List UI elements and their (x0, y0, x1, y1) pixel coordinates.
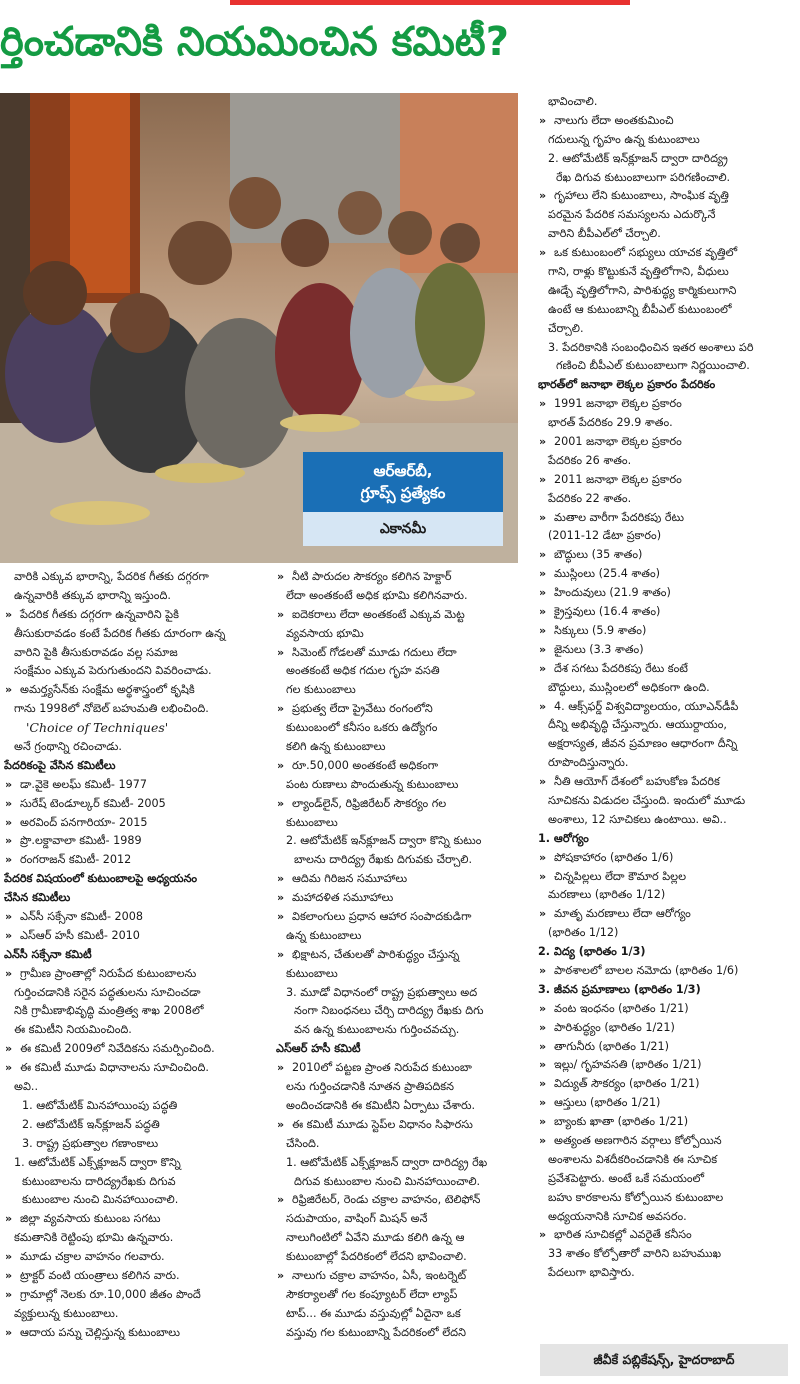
text-line: » ప్రభుత్వ లేదా ప్రైవేటు రంగంలోని (276, 700, 531, 719)
text-line: » అరవింద్ పనగారియా- 2015 (4, 814, 274, 833)
text-line: » ఐదెకరాలు లేదా అంతకంటే ఎక్కువ మెట్ట (276, 606, 531, 625)
text-line: » ఆస్తులు (భారితం 1/21) (538, 1094, 796, 1113)
text-line: » ఈ కమిటీ మూడు స్టెప్‌ల విధానం సిఫారసు (276, 1116, 531, 1135)
text-line: భారత్ పేదరికం 29.9 శాతం. (548, 416, 673, 430)
text-line: » వంట ఇంధనం (భారితం 1/21) (538, 1000, 796, 1019)
section-heading: పేదరిక విషయంలో కుటుంబాలపై అధ్యయనం (4, 872, 198, 886)
publisher-credit: జీవీకే పబ్లికేషన్స్, హైదరాబాద్ (540, 1344, 788, 1376)
text-line: » దేశ సగటు పేదరికపు రేటు కంటే (538, 660, 796, 679)
text-line: » అత్యంత అణగారిన వర్గాలు కోల్పోయిన (538, 1132, 796, 1151)
text-line: వారికి ఎక్కువ భారాన్ని, పేదరిక గీతకు దగ్గరగా (14, 570, 209, 583)
section-heading: ఎన్‌సీ సక్సేనా కమిటీ (4, 947, 92, 961)
text-line: చేసింది. (286, 1136, 320, 1150)
section-heading: 2. విద్య (భారితం 1/3) (538, 945, 646, 959)
text-line: ఉన్నవారికి తక్కువ భారాన్ని ఇస్తుంది. (14, 588, 171, 602)
section-heading: ఎస్‌ఆర్ హసీ కమిటీ (276, 1042, 361, 1056)
text-line: భావించాలి. (548, 95, 598, 108)
text-line: » ట్రాక్టర్ వంటి యంత్రాలు కలిగిన వారు. (4, 1267, 274, 1286)
text-line: » 2011 జనాభా లెక్కల ప్రకారం (538, 471, 796, 490)
text-line: » 2001 జనాభా లెక్కల ప్రకారం (538, 433, 796, 452)
text-line: » ఈ కమిటీ మూడు విధానాలను సూచించింది. (4, 1059, 274, 1078)
text-line: వస్తువు గల కుటుంబాన్ని పేదరికంలో లేదని (286, 1325, 466, 1339)
text-line: » విద్యుత్ సౌకర్యం (భారితం 1/21) (538, 1075, 796, 1094)
text-line: కుటుంబాలు (286, 815, 338, 829)
text-line: 'Choice of Techniques' (26, 720, 169, 736)
text-line: » హిందువులు (21.9 శాతం) (538, 584, 796, 603)
text-line: ఉన్న కుటుంబాలు (286, 928, 362, 942)
text-line: వ్యక్తులున్న కుటుంబాలు. (14, 1306, 119, 1320)
text-line: » జైనులు (3.3 శాతం) (538, 641, 796, 660)
text-line: » నాలుగు లేదా అంతకుమించి (538, 112, 796, 131)
text-line: గల కుటుంబాలు (286, 683, 356, 697)
section-heading: భారత్‌లో జనాభా లెక్కల ప్రకారం పేదరికం (538, 378, 716, 392)
text-line: 1. ఆటోమేటిక్ ఎక్స్‌క్లూజన్ ద్వారా దారిద్య్ర రేఖ (286, 1155, 488, 1169)
text-line: నంగా నిబంధనలు చేర్చి దారిద్య్ర రేఖకు దిగు (294, 1004, 484, 1018)
text-line: సదుపాయం, వాషింగ్ మిషన్ అనే (286, 1212, 428, 1226)
text-line: అవి.. (14, 1080, 39, 1094)
text-line: » గ్రామాల్లో నెలకు రూ.10,000 జీతం పొందే (4, 1286, 274, 1305)
text-line: » సురేష్ టెండూల్కర్ కమిటీ- 2005 (4, 795, 274, 814)
text-line: » మతాల వారీగా పేదరికపు రేటు (538, 509, 796, 528)
text-line: » భిక్షాటన, చేతులతో పారిశుద్ధ్యం చేస్తున్న (276, 946, 531, 965)
text-line: బౌద్ధులు, ముస్లింలలో అధికంగా ఉంది. (548, 680, 710, 694)
text-line: కలిగి ఉన్న కుటుంబాలు (286, 740, 386, 754)
text-line: ఊడ్చే వృత్తిలోగాని, పారిశుద్ధ్య కార్మికులుగాని (548, 283, 737, 297)
text-line: కుటుంబాలు (286, 966, 338, 980)
text-line: » నాలుగు చక్రాల వాహనం, ఏసీ, ఇంటర్నెట్ (276, 1267, 531, 1286)
text-line: అంతకంటే అధిక గదుల గృహ వసతి (286, 664, 440, 678)
text-line: గాని, రాళ్లు కొట్టుకునే వృత్తిలోగాని, వీధులు (548, 265, 729, 279)
text-line: (2011-12 డేటా ప్రకారం) (548, 529, 662, 543)
text-line: » పోషకాహారం (భారితం 1/6) (538, 849, 796, 868)
text-line: » క్రైస్తవులు (16.4 శాతం) (538, 603, 796, 622)
text-line: గణించి బీపీఎల్ కుటుంబాలుగా నిర్ణయించాలి. (556, 359, 750, 373)
text-line: » డా.వైకె అలఘ్ కమిటీ- 1977 (4, 776, 274, 795)
text-line: » రంగరాజన్ కమిటీ- 2012 (4, 851, 274, 870)
top-accent-bar (0, 0, 800, 5)
text-line: వన ఉన్న కుటుంబాలను గుర్తించవచ్చు. (294, 1023, 460, 1037)
text-line: 3. పేదరికానికి సంబంధించిన ఇతర అంశాలు పరి (548, 340, 754, 354)
text-line: గదులున్న గృహం ఉన్న కుటుంబాలు (548, 132, 700, 146)
text-line: » సిక్కులు (5.9 శాతం) (538, 622, 796, 641)
text-line: » ఎన్‌సీ సక్సేనా కమిటీ- 2008 (4, 908, 274, 927)
text-line: » 1991 జనాభా లెక్కల ప్రకారం (538, 395, 796, 414)
text-line: కుటుంబాల నుంచి మినహాయించాలి. (22, 1193, 179, 1207)
text-line: » మహాదళిత సమూహాలు (276, 889, 531, 908)
text-line: » మూడు చక్రాల వాహనం గలవారు. (4, 1248, 274, 1267)
text-line: కుటుంబాల్లో పేదరికంలో లేదని భావించాలి. (286, 1250, 467, 1264)
text-line: 3. మూడో విధానంలో రాష్ట్ర ప్రభుత్వాలు అద (286, 985, 478, 999)
text-line: » ఎస్‌ఆర్ హసీ కమిటీ- 2010 (4, 927, 274, 946)
topic-badge (303, 452, 503, 546)
text-line: » సిమెంట్ గోడలతో మూడు గదులు లేదా (276, 644, 531, 663)
text-line: లేదా అంతకంటే అధిక భూమి కలిగినవారు. (286, 588, 468, 602)
section-heading: చేసిన కమిటీలు (4, 891, 71, 905)
text-line: 1. ఆటోమేటిక్ మినహాయింపు పద్ధతి (22, 1098, 178, 1112)
text-line: » ఆదాయ పన్ను చెల్లిస్తున్న కుటుంబాలు (4, 1324, 274, 1343)
text-line: » చిన్నపిల్లలు లేదా కౌమార పిల్లల (538, 868, 796, 887)
text-line: » పాఠశాలలో బాలల నమోదు (భారితం 1/6) (538, 962, 796, 981)
text-line: » రూ.50,000 అంతకంటే అధికంగా (276, 757, 531, 776)
text-line: » 2010లో పట్టణ ప్రాంత నిరుపేద కుటుంబా (276, 1059, 531, 1078)
text-line: పంట రుణాలు పొందుతున్న కుటుంబాలు (286, 777, 459, 791)
text-line: అందించడానికి ఈ కమిటీని ఏర్పాటు చేశారు. (286, 1098, 476, 1112)
text-line: » పేదరిక గీతకు దగ్గరగా ఉన్నవారిని పైకి (4, 606, 274, 625)
text-line: నికి గ్రామీణాభివృద్ధి మంత్రిత్వ శాఖ 2008లో (14, 1004, 204, 1018)
text-line: ఈ కమిటీని నియమించింది. (14, 1023, 132, 1037)
text-line: 1. ఆటోమేటిక్ ఎక్స్‌క్లూజన్ ద్వారా కొన్ని (14, 1155, 181, 1169)
text-line: మరణాలు (భారితం 1/12) (548, 888, 666, 902)
text-line: » ల్యాండ్‌లైన్, రిఫ్రిజిరేటర్ సౌకర్యం గల (276, 795, 531, 814)
text-line: రూపొందిస్తున్నారు. (548, 756, 629, 770)
text-line: » ఈ కమిటీ 2009లో నివేదికను సమర్పించింది. (4, 1040, 274, 1059)
text-line: » రిఫ్రిజిరేటర్, రెండు చక్రాల వాహనం, టెలిఫోన్ (276, 1191, 531, 1210)
text-line: పేదలుగా భావిస్తారు. (548, 1266, 635, 1280)
text-line: అక్షరాస్యత, జీవన ప్రమాణం ఆధారంగా దీన్ని (548, 737, 738, 751)
text-line: దిగువ కుటుంబాల నుంచి మినహాయించాలి. (294, 1174, 481, 1188)
text-line: » అమర్త్యసేన్‌కు సంక్షేమ అర్థశాస్త్రంలో కృషికి (4, 681, 274, 700)
text-line: సూచికను విడుదల చేస్తుంది. ఇందులో మూడు (548, 793, 746, 807)
text-line: పేదరికం 22 శాతం. (548, 491, 632, 505)
text-line: కుటుంబంలో కనీసం ఒకరు ఉద్యోగం (286, 721, 438, 735)
badge-line2: గ్రూప్స్ ప్రత్యేకం (360, 484, 446, 502)
text-line: » ఒక కుటుంబంలో సభ్యులు యాచక వృత్తిలో (538, 244, 796, 263)
text-line: అంశాలు, 12 సూచికలు ఉంటాయి. అవి.. (548, 812, 727, 826)
text-line: » నీటి పారుదల సౌకర్యం కలిగిన హెక్టార్ (276, 568, 531, 587)
text-line: » నీతి ఆయోగ్ దేశంలో బహుకోణ పేదరిక (538, 773, 796, 792)
text-line: కమతానికి రెట్టింపు భూమి ఉన్నవారు. (14, 1231, 174, 1245)
text-line: ప్రవేశపెట్టారు. అంటే ఒకే సమయంలో (548, 1171, 705, 1185)
text-line: పరమైన పేదరిక సమస్యలను ఎదుర్కొనే (548, 208, 716, 222)
text-line: » జిల్లా వ్యవసాయ కుటుంబ సగటు (4, 1210, 274, 1229)
text-line: ఉంటే ఆ కుటుంబాన్ని బీపీఎల్ కుటుంబంలో (548, 302, 732, 316)
text-line: » బౌద్ధులు (35 శాతం) (538, 546, 796, 565)
text-line: » ముస్లింలు (25.4 శాతం) (538, 565, 796, 584)
text-line: లను గుర్తించడానికి నూతన ప్రాతిపదికన (286, 1080, 454, 1094)
headline: ర్తించడానికి నియమించిన కమిటీ? (0, 19, 509, 65)
text-line: వారిని బీపీఎల్‌లో చేర్చాలి. (548, 227, 661, 241)
text-line: 3. రాష్ట్ర ప్రభుత్వాల గణాంకాలు (22, 1136, 159, 1150)
text-column-3 (538, 93, 796, 1283)
text-line: » ప్రొ.లక్డావాలా కమిటీ- 1989 (4, 832, 274, 851)
text-line: 2. ఆటోమేటిక్ ఇన్‌క్లూజన్ ద్వారా కొన్ని కుటుం (286, 834, 482, 848)
text-line: తీసుకురావడం కంటే పేదరిక గీతకు దూరంగా ఉన్న (14, 626, 226, 640)
text-column-1 (4, 568, 274, 1343)
text-line: » బ్యాంకు ఖాతా (భారితం 1/21) (538, 1113, 796, 1132)
text-line: అనే గ్రంథాన్ని రచించాడు. (14, 740, 122, 754)
text-line: గాను 1998లో నోబెల్ బహుమతి లభించింది. (14, 702, 209, 716)
text-column-2 (276, 568, 531, 1343)
text-line: సౌకర్యాలతో గల కంప్యూటర్ లేదా ల్యాప్ (286, 1287, 458, 1301)
text-line: 33 శాతం కోల్పోతారో వారిని బహుముఖ (548, 1247, 722, 1261)
section-heading: 1. ఆరోగ్యం (538, 831, 589, 845)
text-line: దీన్ని అభివృద్ధి చేస్తున్నారు. ఆయుర్దాయం, (548, 718, 727, 732)
text-line: (భారితం 1/12) (548, 926, 619, 940)
text-line: బాలను దారిద్య్ర రేఖకు దిగువకు చేర్చాలి. (294, 853, 473, 867)
text-line: రేఖ దిగువ కుటుంబాలుగా పరిగణించాలి. (556, 170, 731, 184)
text-line: » ఆదిమ గిరిజన సమూహాలు (276, 870, 531, 889)
text-line: » భారిత సూచికల్లో ఎవరైతే కనీసం (538, 1226, 796, 1245)
text-line: నాలుగింటిలో ఏవేని మూడు కలిగి ఉన్న ఆ (286, 1231, 465, 1245)
badge-section: ఎకానమీ (303, 512, 503, 546)
text-line: » 4. ఆక్స్‌ఫర్డ్ విశ్వవిద్యాలయం, యూఎన్‌డీపీ (538, 698, 796, 717)
text-line: 2. ఆటోమేటిక్ ఇన్‌క్లూజన్ పద్ధతి (22, 1117, 160, 1131)
text-line: టాప్... ఈ మూడు వస్తువుల్లో ఏదైనా ఒక (286, 1306, 461, 1320)
badge-line1: ఆర్‌ఆర్‌బీ, (373, 462, 433, 480)
text-line: అంశాలను విశదీకరించడానికి ఈ సూచిక (548, 1152, 718, 1166)
badge-title (303, 452, 503, 512)
text-line: » ఇల్లు/ గృహవసతి (భారితం 1/21) (538, 1056, 796, 1075)
text-line: » తాగునీరు (భారితం 1/21) (538, 1038, 796, 1057)
text-line: 2. ఆటోమేటిక్ ఇన్‌క్లూజన్ ద్వారా దారిద్య్ర (548, 151, 728, 165)
text-line: పేదరికం 26 శాతం. (548, 453, 632, 467)
text-line: అధ్యయనానికి సూచిక అవసరం. (548, 1209, 687, 1223)
text-line: గుర్తించడానికి సరైన పద్ధతులను సూచించడా (14, 985, 201, 999)
text-line: సంక్షేమం ఎక్కువ పెరుగుతుందని వివరించాడు. (14, 664, 212, 678)
text-line: వ్యవసాయ భూమి (286, 626, 364, 640)
text-line: » పారిశుద్ధ్యం (భారితం 1/21) (538, 1019, 796, 1038)
text-line: చేర్చాలి. (548, 321, 584, 335)
section-heading: 3. జీవన ప్రమాణాలు (భారితం 1/3) (538, 982, 701, 996)
text-line: » మాతృ మరణాలు లేదా ఆరోగ్యం (538, 905, 796, 924)
text-line: » గ్రామీణ ప్రాంతాల్లో నిరుపేద కుటుంబాలను (4, 965, 274, 984)
text-line: వారిని పైకి తీసుకురావడం వల్ల సమాజ (14, 645, 178, 659)
section-heading: పేదరికంపై వేసిన కమిటీలు (4, 758, 116, 772)
text-line: బహు కారకాలను కోల్పోయిన కుటుంబాల (548, 1190, 724, 1204)
text-line: కుటుంబాలను దారిద్య్రరేఖకు దిగువ (22, 1174, 176, 1188)
text-line: » వికలాంగులు ప్రధాన ఆహార సంపాదకుడిగా (276, 908, 531, 927)
text-line: » గృహాలు లేని కుటుంబాలు, సాంఘిక వృత్తి (538, 187, 796, 206)
